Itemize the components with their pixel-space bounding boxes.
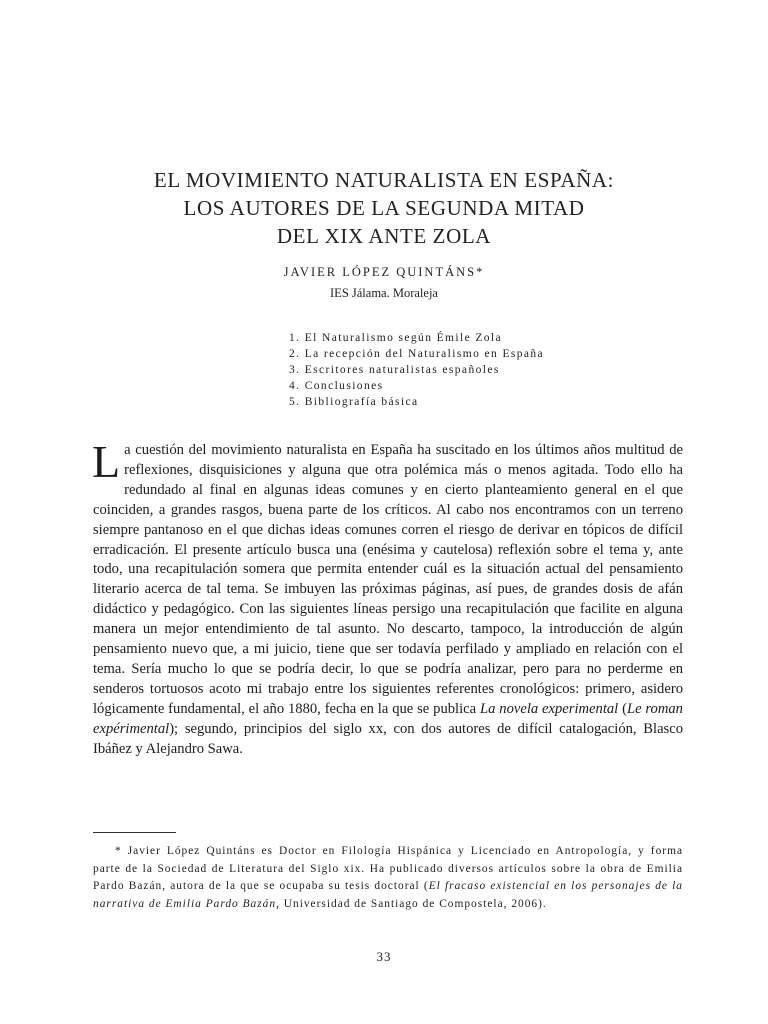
body-text-3: ); segundo, principios del siglo xx, con dos autores de difícil catalogación, Blasco Ibáñez y Alejandro Sawa. xyxy=(93,720,683,757)
title-line-2: LOS AUTORES DE LA SEGUNDA MITAD xyxy=(183,196,585,220)
footnote-text-1: * Javier López Quintáns es Doctor en Filología Hispánica y Licenciado en Antropología, y forma parte de la Sociedad de Literatura del Siglo xix. Ha publicado diversos artículos sobre la obra de Emilia Pardo Bazán, autora de la que se ocupaba su tesis doctoral ( xyxy=(93,845,683,892)
toc-item: 3. Escritores naturalistas españoles xyxy=(289,364,500,376)
footnote-thesis-title: El fracaso existencial en los personajes de la narrativa de Emilia Pardo Bazán xyxy=(93,880,683,910)
body-text-1: a cuestión del movimiento naturalista en España ha suscitado en los últimos años multitud de reflexiones, disquisiciones y alguna que otra polémica más o menos agitada. Todo ello ha redundado al final en algunas ideas comunes y en cierto planteamiento general en el que coinciden, a grandes rasgos, buena parte de los críticos. Al cabo nos encontramos con un terreno siempre pantanoso en el que dichas ideas comunes corren el riesgo de derivar en tópicos de difícil erradicación. El presente artículo busca una (enésima y cautelosa) reflexión sobre el tema y, ante todo, una recapitulación somera que permita entender cuál es la situación actual del pensamiento literario acerca de tal tema. Se imbuyen las próximas páginas, así pues, de grandes dosis de afán didáctico y pedagógico. Con las siguientes líneas persigo una recapitulación que facilite en alguna manera un mejor entendimiento de tal asunto. No descarto, tampoco, la introducción de algún pensamiento nuevo que, a mi juicio, tiene que ser todavía perfilado y ampliado en relación con el tema. Sería mucho lo que se podría decir, lo que se podría analizar, pero para no perderme en senderos tortuosos acoto mi trabajo entre los siguientes referentes cronológicos: primero, asidero lógicamente fundamental, el año 1880, fecha en la que se publica xyxy=(93,442,683,717)
page-number: 33 xyxy=(376,949,392,964)
book-title-italic: La novela experimental xyxy=(479,700,619,717)
toc-item: 4. Conclusiones xyxy=(289,380,384,392)
body-text-2: ( xyxy=(618,700,627,717)
article-title xyxy=(0,166,768,250)
book-title-original-italic: Le roman expérimental xyxy=(93,700,683,737)
drop-cap: L xyxy=(92,436,121,487)
footnote-text-2: , Universidad de Santiago de Compostela, 2006). xyxy=(276,897,547,910)
toc-item: 2. La recepción del Naturalismo en España xyxy=(289,348,545,360)
author-affiliation: IES Jálama. Moraleja xyxy=(330,286,438,300)
title-line-1: EL MOVIMIENTO NATURALISTA EN ESPAÑA: xyxy=(153,168,615,192)
body-paragraph xyxy=(92,436,683,760)
table-of-contents xyxy=(289,330,544,410)
author-name: JAVIER LÓPEZ QUINTÁNS* xyxy=(283,265,485,279)
toc-item: 1. El Naturalismo según Émile Zola xyxy=(289,332,503,344)
toc-item: 5. Bibliografía básica xyxy=(289,396,419,408)
footnote xyxy=(93,843,683,913)
title-line-3: DEL XIX ANTE ZOLA xyxy=(276,224,492,248)
footnote-divider xyxy=(93,832,176,833)
